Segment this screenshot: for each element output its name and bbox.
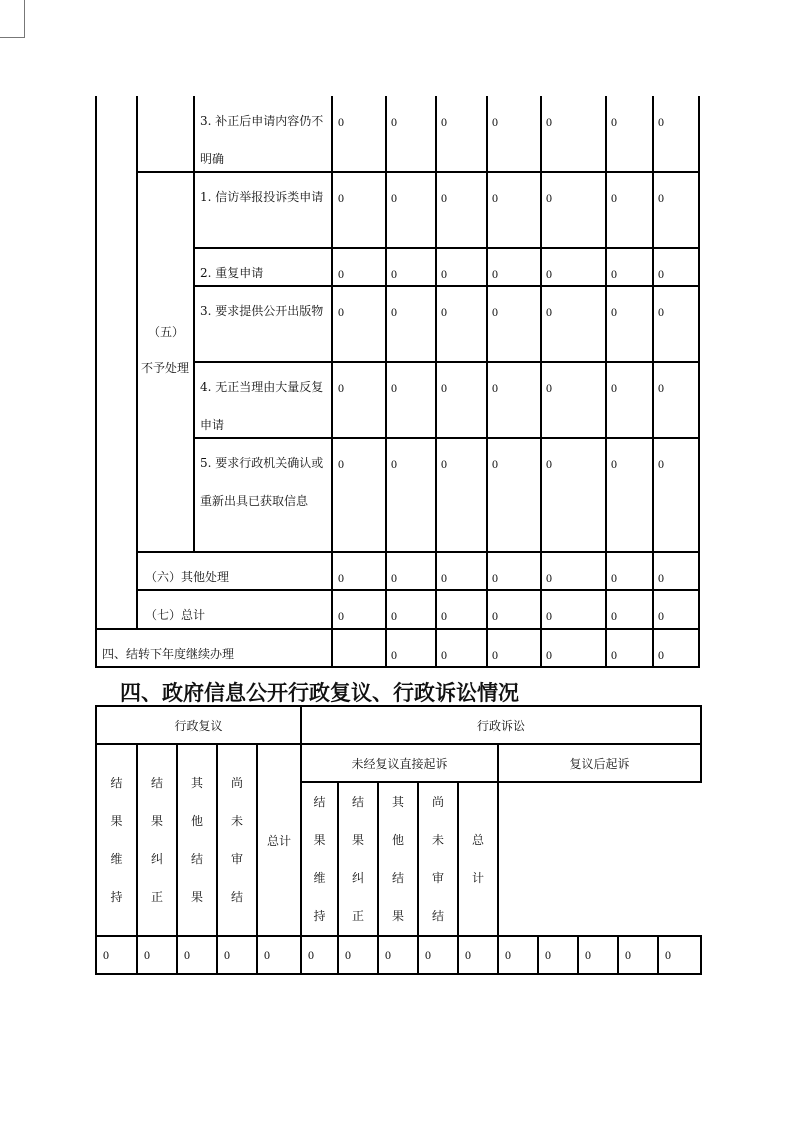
value-cell: 0 bbox=[338, 115, 344, 129]
row-label: （七）总计 bbox=[145, 608, 206, 622]
value-cell: 0 bbox=[658, 305, 664, 319]
value-cell: 0 bbox=[578, 936, 618, 974]
value-cell: 0 bbox=[391, 267, 397, 281]
value-cell: 0 bbox=[611, 609, 617, 623]
value-cell: 0 bbox=[391, 457, 397, 471]
value-cell: 0 bbox=[96, 936, 137, 974]
group-label-line1: （五） bbox=[148, 325, 185, 339]
value-cell: 0 bbox=[492, 457, 498, 471]
value-cell: 0 bbox=[177, 936, 217, 974]
row-label: （六）其他处理 bbox=[145, 570, 230, 584]
value-cell: 0 bbox=[492, 381, 498, 395]
value-cell: 0 bbox=[546, 609, 552, 623]
value-cell: 0 bbox=[546, 191, 552, 205]
value-cell: 0 bbox=[338, 267, 344, 281]
value-cell: 0 bbox=[441, 305, 447, 319]
value-cell: 0 bbox=[618, 936, 658, 974]
section-title: 四、政府信息公开行政复议、行政诉讼情况 bbox=[120, 681, 519, 705]
value-cell: 0 bbox=[658, 267, 664, 281]
value-cell: 0 bbox=[441, 571, 447, 585]
value-cell: 0 bbox=[338, 609, 344, 623]
col-other-result: 其 他 结 果 bbox=[378, 782, 418, 936]
col-result-corrected: 结 果 纠 正 bbox=[338, 782, 378, 936]
value-cell: 0 bbox=[441, 381, 447, 395]
value-cell: 0 bbox=[492, 305, 498, 319]
value-cell: 0 bbox=[611, 381, 617, 395]
value-cell: 0 bbox=[492, 648, 498, 662]
col-total: 总 计 bbox=[458, 782, 498, 936]
value-cell: 0 bbox=[492, 571, 498, 585]
col-result-upheld: 结 果 维 持 bbox=[301, 782, 338, 936]
value-cell: 0 bbox=[441, 648, 447, 662]
value-cell: 0 bbox=[391, 648, 397, 662]
review-litigation-table bbox=[95, 705, 702, 975]
row-label: 5. 要求行政机关确认或重新出具已获取信息 bbox=[200, 456, 324, 508]
value-cell: 0 bbox=[391, 609, 397, 623]
header-direct-suit: 未经复议直接起诉 bbox=[301, 744, 498, 782]
value-cell: 0 bbox=[611, 305, 617, 319]
value-cell: 0 bbox=[441, 115, 447, 129]
value-cell: 0 bbox=[441, 267, 447, 281]
row-label: 4. 无正当理由大量反复申请 bbox=[200, 380, 324, 432]
value-cell: 0 bbox=[378, 936, 418, 974]
col-result-upheld: 结 果 维 持 bbox=[96, 744, 137, 936]
value-cell: 0 bbox=[458, 936, 498, 974]
value-cell: 0 bbox=[658, 936, 701, 974]
group-label-line2: 不予处理 bbox=[141, 361, 190, 375]
value-cell: 0 bbox=[418, 936, 458, 974]
header-admin-review: 行政复议 bbox=[96, 706, 301, 744]
value-cell: 0 bbox=[546, 381, 552, 395]
value-cell: 0 bbox=[441, 191, 447, 205]
value-cell: 0 bbox=[338, 571, 344, 585]
value-cell: 0 bbox=[611, 191, 617, 205]
header-after-review-suit: 复议后起诉 bbox=[498, 744, 701, 782]
value-cell: 0 bbox=[611, 267, 617, 281]
col-pending: 尚 未 审 结 bbox=[418, 782, 458, 936]
value-cell: 0 bbox=[546, 571, 552, 585]
value-cell: 0 bbox=[391, 305, 397, 319]
value-cell: 0 bbox=[658, 648, 664, 662]
value-cell: 0 bbox=[498, 936, 538, 974]
row-label: 四、结转下年度继续办理 bbox=[102, 647, 235, 661]
value-cell: 0 bbox=[492, 609, 498, 623]
value-cell: 0 bbox=[391, 191, 397, 205]
value-cell: 0 bbox=[658, 571, 664, 585]
row-label: 3. 要求提供公开出版物 bbox=[200, 304, 324, 318]
value-cell: 0 bbox=[338, 936, 378, 974]
value-cell: 0 bbox=[611, 648, 617, 662]
value-cell: 0 bbox=[441, 457, 447, 471]
value-cell: 0 bbox=[338, 457, 344, 471]
value-cell: 0 bbox=[492, 267, 498, 281]
row-label: 3. 补正后申请内容仍不明确 bbox=[200, 114, 324, 166]
value-cell: 0 bbox=[611, 571, 617, 585]
value-cell: 0 bbox=[257, 936, 301, 974]
value-cell: 0 bbox=[658, 381, 664, 395]
value-cell: 0 bbox=[441, 609, 447, 623]
value-cell: 0 bbox=[492, 191, 498, 205]
row-label: 2. 重复申请 bbox=[200, 266, 264, 280]
value-cell: 0 bbox=[546, 305, 552, 319]
value-cell: 0 bbox=[391, 115, 397, 129]
header-admin-litigation: 行政诉讼 bbox=[301, 706, 701, 744]
value-cell: 0 bbox=[546, 115, 552, 129]
value-cell: 0 bbox=[391, 571, 397, 585]
value-cell: 0 bbox=[338, 381, 344, 395]
value-cell: 0 bbox=[338, 191, 344, 205]
value-cell: 0 bbox=[137, 936, 177, 974]
col-other-result: 其 他 结 果 bbox=[177, 744, 217, 936]
value-cell: 0 bbox=[391, 381, 397, 395]
col-pending: 尚 未 审 结 bbox=[217, 744, 257, 936]
value-cell: 0 bbox=[538, 936, 578, 974]
value-cell: 0 bbox=[546, 457, 552, 471]
value-cell: 0 bbox=[658, 609, 664, 623]
page-corner-mark bbox=[0, 0, 25, 38]
value-cell: 0 bbox=[611, 457, 617, 471]
row-label: 1. 信访举报投诉类申请 bbox=[200, 190, 324, 204]
value-cell: 0 bbox=[546, 267, 552, 281]
value-cell: 0 bbox=[301, 936, 338, 974]
value-cell: 0 bbox=[546, 648, 552, 662]
value-cell: 0 bbox=[658, 191, 664, 205]
value-cell: 0 bbox=[338, 305, 344, 319]
value-cell: 0 bbox=[658, 115, 664, 129]
value-cell: 0 bbox=[492, 115, 498, 129]
value-cell: 0 bbox=[611, 115, 617, 129]
value-cell: 0 bbox=[658, 457, 664, 471]
col-result-corrected: 结 果 纠 正 bbox=[137, 744, 177, 936]
value-cell: 0 bbox=[217, 936, 257, 974]
col-total: 总计 bbox=[257, 744, 301, 936]
